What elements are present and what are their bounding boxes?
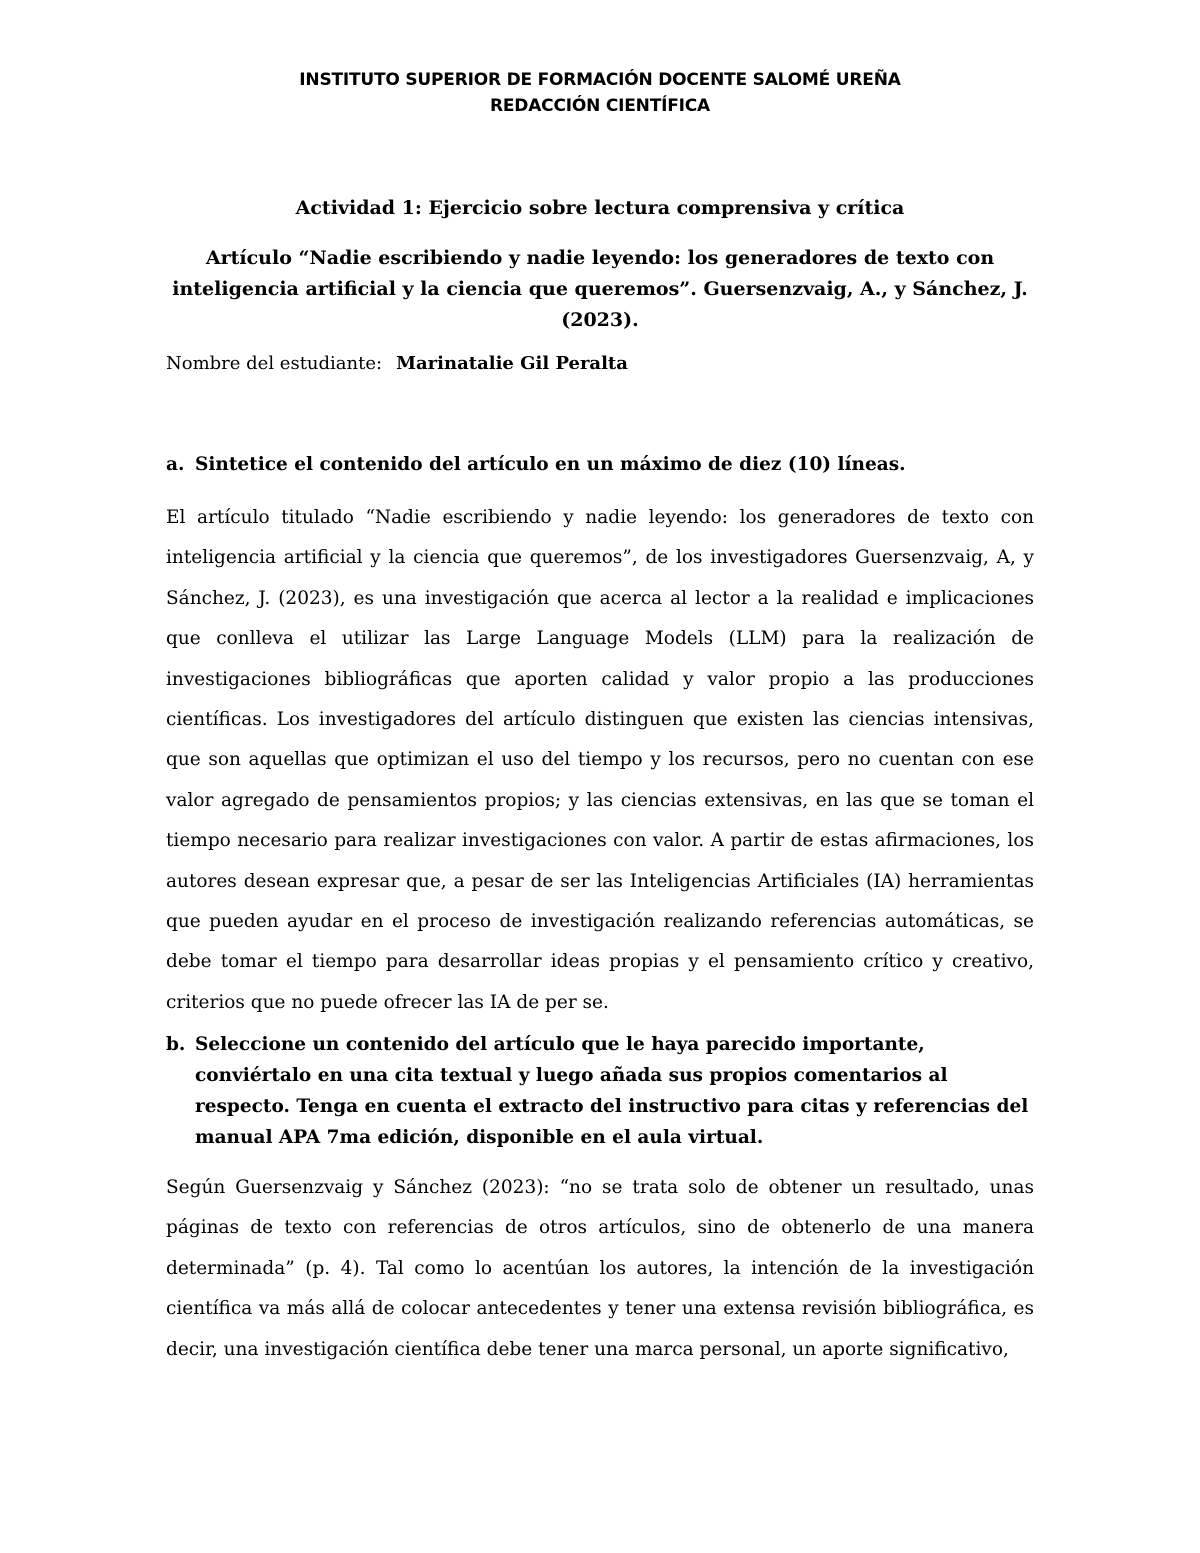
- answer-a-paragraph: El artículo titulado “Nadie escribiendo y nadie leyendo: los generadores de texto con inteligencia artificial y la ciencia que queremos”, de los investigadores Guersenzvaig, A, y Sánchez, J. (2023), es una investigación que acerca al lector a la realidad e implicaciones que conlleva el utilizar las Large Language Models (LLM) para la realización de investigaciones bibliográficas que aporten calidad y valor propio a las producciones científicas. Los investigadores del artículo distinguen que existen las ciencias intensivas, que son aquellas que optimizan el uso del tiempo y los recursos, pero no cuentan con ese valor agregado de pensamientos propios; y las ciencias extensivas, en las que se toman el tiempo necesario para realizar investigaciones con valor. A partir de estas afirmaciones, los autores desean expresar que, a pesar de ser las Inteligencias Artificiales (IA) herramientas que pueden ayudar en el proceso de investigación realizando referencias automáticas, se debe tomar el tiempo para desarrollar ideas propias y el pensamiento crítico y creativo, criterios que no puede ofrecer las IA de per se.: [166, 507, 1034, 1013]
- question-b: [166, 1029, 1036, 1153]
- question-letter: b.: [166, 1034, 186, 1055]
- activity-title: Actividad 1: Ejercicio sobre lectura comprensiva y crítica: [295, 197, 905, 219]
- answer-b-paragraph: Según Guersenzvaig y Sánchez (2023): “no se trata solo de obtener un resultado, unas páginas de texto con referencias de otros artículos, sino de obtenerlo de una manera determinada” (p. 4). Tal como lo acentúan los autores, la intención de la investigación científica va más allá de colocar antecedentes y tener una extensa revisión bibliográfica, es decir, una investigación científica debe tener una marca personal, un aporte significativo,: [166, 1177, 1034, 1360]
- question-a: [166, 449, 1036, 480]
- article-reference: Artículo “Nadie escribiendo y nadie leyendo: los generadores de texto con inteligencia artificial y la ciencia que queremos”. Guersenzvaig, A., y Sánchez, J. (2023).: [172, 247, 1028, 331]
- student-name: Marinatalie Gil Peralta: [396, 353, 628, 374]
- institution-name: INSTITUTO SUPERIOR DE FORMACIÓN DOCENTE SALOMÉ UREÑA: [299, 70, 901, 90]
- question-prompt: Seleccione un contenido del artículo que le haya parecido importante, conviértalo en una cita textual y luego añada sus propios comentarios al respecto. Tenga en cuenta el extracto del instructivo para citas y referencias del manual APA 7ma edición, disponible en el aula virtual.: [195, 1034, 1029, 1148]
- question-prompt: Sintetice el contenido del artículo en un máximo de diez (10) líneas.: [195, 454, 906, 475]
- course-name: REDACCIÓN CIENTÍFICA: [490, 96, 710, 116]
- student-line: [166, 350, 628, 378]
- student-label: Nombre del estudiante:: [166, 353, 383, 374]
- question-letter: a.: [166, 454, 185, 475]
